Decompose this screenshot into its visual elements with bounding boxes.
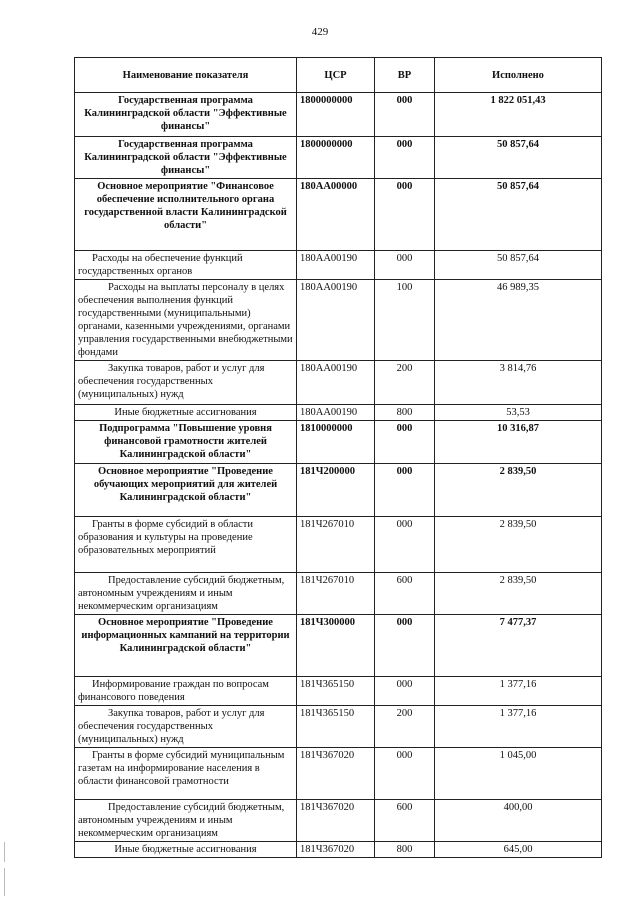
page-number: 429 [311, 26, 329, 38]
row-executed: 645,00 [435, 842, 602, 858]
row-name: Информирование граждан по вопросам финансового поведения [75, 677, 297, 706]
header-vr: ВР [375, 58, 435, 93]
row-csr: 1800000000 [297, 93, 375, 137]
row-name: Предоставление субсидий бюджетным, автономным учреждениям и иным некоммерческим организациям [75, 800, 297, 842]
scan-margin-mark [4, 842, 5, 862]
row-vr: 000 [375, 677, 435, 706]
header-executed: Исполнено [435, 58, 602, 93]
row-vr: 000 [375, 93, 435, 137]
row-executed: 3 814,76 [435, 361, 602, 405]
row-executed: 2 839,50 [435, 573, 602, 615]
row-name: Иные бюджетные ассигнования [75, 405, 297, 421]
row-executed: 2 839,50 [435, 517, 602, 573]
row-executed: 50 857,64 [435, 137, 602, 179]
row-csr: 181Ч200000 [297, 464, 375, 517]
row-csr: 181Ч365150 [297, 706, 375, 748]
table-row [75, 93, 602, 137]
row-csr: 181Ч367020 [297, 748, 375, 800]
row-csr: 181Ч267010 [297, 573, 375, 615]
row-executed: 46 989,35 [435, 280, 602, 361]
row-csr: 181Ч367020 [297, 842, 375, 858]
scan-margin-mark [4, 868, 5, 896]
table-row [75, 517, 602, 573]
row-vr: 800 [375, 405, 435, 421]
row-csr: 1800000000 [297, 137, 375, 179]
row-executed: 10 316,87 [435, 421, 602, 464]
row-name: Гранты в форме субсидий муниципальным газетам на информирование населения в области финансовой грамотности [75, 748, 297, 800]
row-vr: 000 [375, 615, 435, 677]
row-vr: 600 [375, 800, 435, 842]
row-executed: 2 839,50 [435, 464, 602, 517]
row-csr: 181Ч267010 [297, 517, 375, 573]
table-row [75, 748, 602, 800]
row-name: Закупка товаров, работ и услуг для обеспечения государственных (муниципальных) нужд [75, 706, 297, 748]
row-vr: 100 [375, 280, 435, 361]
table-header-row [75, 58, 602, 93]
table-row [75, 842, 602, 858]
row-name: Основное мероприятие "Проведение информационных кампаний на территории Калининградской области" [75, 615, 297, 677]
row-executed: 53,53 [435, 405, 602, 421]
row-executed: 1 377,16 [435, 706, 602, 748]
row-executed: 400,00 [435, 800, 602, 842]
table-row [75, 677, 602, 706]
table-row [75, 615, 602, 677]
row-name: Гранты в форме субсидий в области образования и культуры на проведение образовательных мероприятий [75, 517, 297, 573]
row-csr: 181Ч300000 [297, 615, 375, 677]
budget-execution-table [74, 57, 602, 858]
row-vr: 000 [375, 464, 435, 517]
row-csr: 181Ч367020 [297, 800, 375, 842]
row-vr: 200 [375, 361, 435, 405]
row-csr: 180АА00190 [297, 361, 375, 405]
table-row [75, 706, 602, 748]
row-csr: 180АА00190 [297, 280, 375, 361]
row-executed: 1 045,00 [435, 748, 602, 800]
row-vr: 200 [375, 706, 435, 748]
table-row [75, 280, 602, 361]
row-name: Подпрограмма "Повышение уровня финансовой грамотности жителей Калининградской области" [75, 421, 297, 464]
row-executed: 1 822 051,43 [435, 93, 602, 137]
row-name: Государственная программа Калининградской области "Эффективные финансы" [75, 93, 297, 137]
row-name: Закупка товаров, работ и услуг для обеспечения государственных (муниципальных) нужд [75, 361, 297, 405]
table-row [75, 251, 602, 280]
row-vr: 000 [375, 421, 435, 464]
row-name: Государственная программа Калининградской области "Эффективные финансы" [75, 137, 297, 179]
row-vr: 000 [375, 251, 435, 280]
row-executed: 1 377,16 [435, 677, 602, 706]
row-name: Основное мероприятие "Финансовое обеспечение исполнительного органа государственной власти Калининградской области" [75, 179, 297, 251]
row-executed: 50 857,64 [435, 179, 602, 251]
row-vr: 000 [375, 137, 435, 179]
row-csr: 180АА00000 [297, 179, 375, 251]
row-csr: 180АА00190 [297, 405, 375, 421]
row-vr: 000 [375, 179, 435, 251]
row-csr: 181Ч365150 [297, 677, 375, 706]
header-name: Наименование показателя [75, 58, 297, 93]
table-row [75, 800, 602, 842]
table-row [75, 464, 602, 517]
row-name: Расходы на выплаты персоналу в целях обеспечения выполнения функций государственными (муниципальными) органами, казенными учреждениями, органами управления государственными внебюджетными фондами [75, 280, 297, 361]
row-csr: 1810000000 [297, 421, 375, 464]
table-row [75, 421, 602, 464]
row-vr: 600 [375, 573, 435, 615]
row-name: Расходы на обеспечение функций государственных органов [75, 251, 297, 280]
header-csr: ЦСР [297, 58, 375, 93]
row-csr: 180АА00190 [297, 251, 375, 280]
row-vr: 000 [375, 748, 435, 800]
row-vr: 800 [375, 842, 435, 858]
row-executed: 7 477,37 [435, 615, 602, 677]
row-vr: 000 [375, 517, 435, 573]
table-row [75, 573, 602, 615]
row-name: Предоставление субсидий бюджетным, автономным учреждениям и иным некоммерческим организациям [75, 573, 297, 615]
table-row [75, 179, 602, 251]
row-name: Иные бюджетные ассигнования [75, 842, 297, 858]
table-row [75, 137, 602, 179]
table-row [75, 405, 602, 421]
table-row [75, 361, 602, 405]
row-executed: 50 857,64 [435, 251, 602, 280]
row-name: Основное мероприятие "Проведение обучающих мероприятий для жителей Калининградской области" [75, 464, 297, 517]
